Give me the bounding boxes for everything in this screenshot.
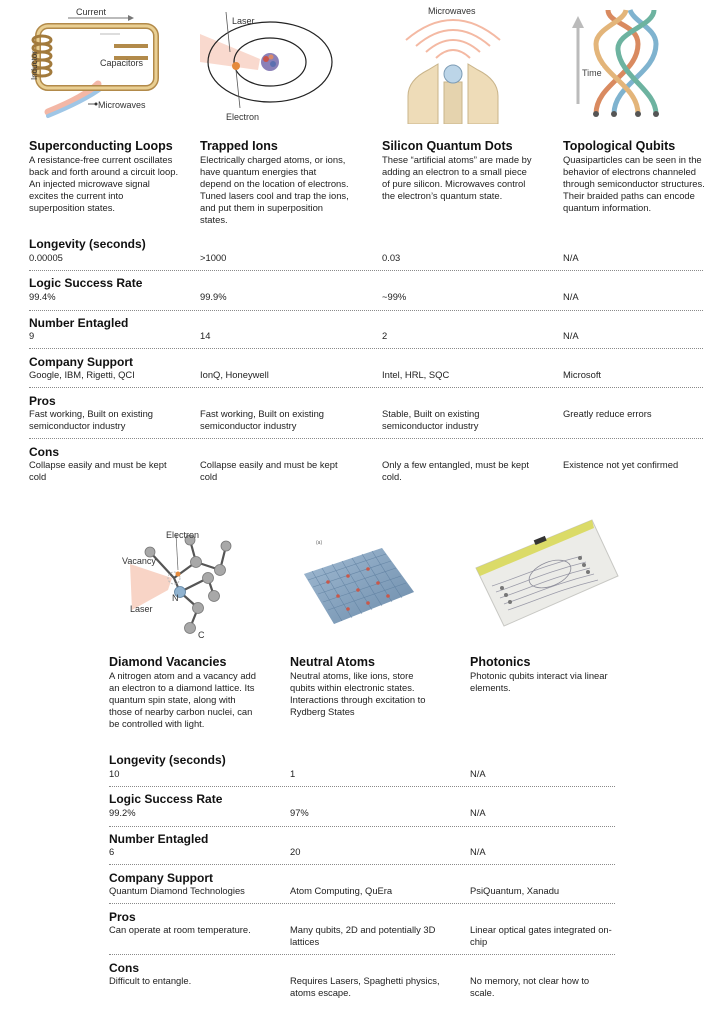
column-description: Electrically charged atoms, or ions, have quantum energies that depend on the location of electrons. Tuned lasers cool and trap the ions, and put them in superposition states.: [200, 154, 349, 225]
column-description: Quasiparticles can be seen in the behavior of electrons channeled through semiconductor structures. Their braided paths can encode quantum information.: [563, 154, 705, 213]
column-title: Neutral Atoms: [290, 655, 375, 669]
row-label: Longevity (seconds): [109, 753, 226, 767]
electron-label: Electron: [166, 530, 200, 540]
row-label: Number Entagled: [29, 316, 129, 330]
row-label: Longevity (seconds): [29, 237, 146, 251]
table-cell: 97%: [290, 807, 309, 818]
row-label: Company Support: [109, 871, 213, 885]
table-cell: Atom Computing, QuEra: [290, 885, 393, 896]
carbon-label: C: [198, 630, 205, 640]
table-cell: 0.00005: [29, 252, 63, 263]
table-cell: 10: [109, 768, 120, 779]
table-cell: Microsoft: [563, 369, 602, 380]
row-label: Company Support: [29, 355, 133, 369]
table-cell: N/A: [470, 846, 486, 857]
column-title: Silicon Quantum Dots: [382, 139, 513, 153]
column-title: Trapped Ions: [200, 139, 278, 153]
column-description: These “artificial atoms” are made by adding an electron to a small piece of pure silicon. Microwaves control the electron’s quantum state.: [382, 154, 532, 201]
column-description: Neutral atoms, like ions, store qubits within electronic states. Interactions through excitation to Rydberg States: [290, 670, 426, 717]
table-cell: Intel, HRL, SQC: [382, 369, 450, 380]
table-cell: 99.4%: [29, 291, 56, 302]
column-description: A nitrogen atom and a vacancy add an electron to a diamond lattice. Its quantum spin state, along with those of nearby carbon nuclei, can be controlled with light.: [109, 670, 256, 729]
trapped-ion-illustration: [200, 4, 350, 124]
superconducting-loop-illustration: [28, 4, 178, 120]
column-title: Superconducting Loops: [29, 139, 173, 153]
row-label: Logic Success Rate: [109, 792, 223, 806]
table-cell: Fast working, Built on existing semiconductor industry: [29, 408, 154, 431]
row-divider: [109, 786, 615, 787]
column-title: Topological Qubits: [563, 139, 676, 153]
vacancy-label: Vacancy: [122, 556, 156, 566]
row-divider: [109, 826, 615, 827]
inductor-label: Inductor: [30, 51, 39, 80]
table-cell: N/A: [563, 252, 579, 263]
table-cell: Requires Lasers, Spaghetti physics, atoms escape.: [290, 975, 440, 998]
neutral-atom-lattice-illustration: [298, 534, 418, 634]
row-label: Number Entagled: [109, 832, 209, 846]
row-label: Logic Success Rate: [29, 276, 143, 290]
quantum-dot-illustration: [388, 0, 518, 124]
microwaves-label: Microwaves: [428, 6, 476, 16]
table-cell: Only a few entangled, must be kept cold.: [382, 459, 529, 482]
table-cell: 6: [109, 846, 115, 857]
table-cell: N/A: [563, 291, 579, 302]
table-cell: IonQ, Honeywell: [200, 369, 269, 380]
row-divider: [29, 270, 703, 271]
table-cell: N/A: [470, 807, 486, 818]
photonic-chip-illustration: [472, 516, 622, 628]
row-divider: [109, 864, 615, 865]
table-cell: 0.03: [382, 252, 401, 263]
table-cell: 9: [29, 330, 35, 341]
table-cell: Can operate at room temperature.: [109, 924, 251, 935]
row-label: Pros: [29, 394, 56, 408]
capacitors-label: Capacitors: [100, 58, 144, 68]
row-divider: [29, 387, 703, 388]
table-cell: >1000: [200, 252, 227, 263]
diamond-vacancy-illustration: [110, 524, 260, 642]
table-cell: 99.9%: [200, 291, 227, 302]
table-cell: Stable, Built on existing semiconductor industry: [382, 408, 480, 431]
table-cell: ~99%: [382, 291, 407, 302]
table-cell: Collapse easily and must be kept cold: [200, 459, 338, 482]
table-cell: Quantum Diamond Technologies: [109, 885, 245, 896]
microwaves-label: Microwaves: [98, 100, 146, 110]
row-label: Cons: [29, 445, 59, 459]
table-cell: 14: [200, 330, 211, 341]
column-title: Diamond Vacancies: [109, 655, 227, 669]
row-divider: [29, 438, 703, 439]
table-cell: 99.2%: [109, 807, 136, 818]
table-cell: Difficult to entangle.: [109, 975, 192, 986]
panel-label: (a): [316, 540, 323, 546]
column-description: A resistance-free current oscillates back and forth around a circuit loop. An injected microwave signal excites the current into superposition states.: [29, 154, 179, 213]
topological-braid-illustration: [568, 4, 678, 122]
table-cell: 20: [290, 846, 301, 857]
column-title: Photonics: [470, 655, 531, 669]
table-cell: N/A: [563, 330, 579, 341]
row-divider: [29, 310, 703, 311]
table-cell: Existence not yet confirmed: [563, 459, 679, 470]
table-cell: No memory, not clear how to scale.: [470, 975, 590, 998]
row-label: Pros: [109, 910, 136, 924]
row-divider: [109, 903, 615, 904]
electron-label: Electron: [226, 112, 260, 122]
laser-label: Laser: [232, 16, 255, 26]
laser-label: Laser: [130, 604, 153, 614]
row-divider: [29, 348, 703, 349]
column-description: Photonic qubits interact via linear elements.: [470, 670, 608, 693]
row-label: Cons: [109, 961, 139, 975]
table-cell: 1: [290, 768, 296, 779]
row-divider: [109, 954, 615, 955]
time-label: Time: [582, 68, 602, 78]
nitrogen-label: N: [172, 593, 179, 603]
table-cell: Greatly reduce errors: [563, 408, 652, 419]
table-cell: N/A: [470, 768, 486, 779]
table-cell: PsiQuantum, Xanadu: [470, 885, 560, 896]
table-cell: Linear optical gates integrated on-chip: [470, 924, 612, 947]
table-cell: Fast working, Built on existing semiconductor industry: [200, 408, 325, 431]
table-cell: 2: [382, 330, 388, 341]
table-cell: Many qubits, 2D and potentially 3D lattices: [290, 924, 436, 947]
current-label: Current: [76, 7, 107, 17]
table-cell: Collapse easily and must be kept cold: [29, 459, 167, 482]
table-cell: Google, IBM, Rigetti, QCI: [29, 369, 135, 380]
